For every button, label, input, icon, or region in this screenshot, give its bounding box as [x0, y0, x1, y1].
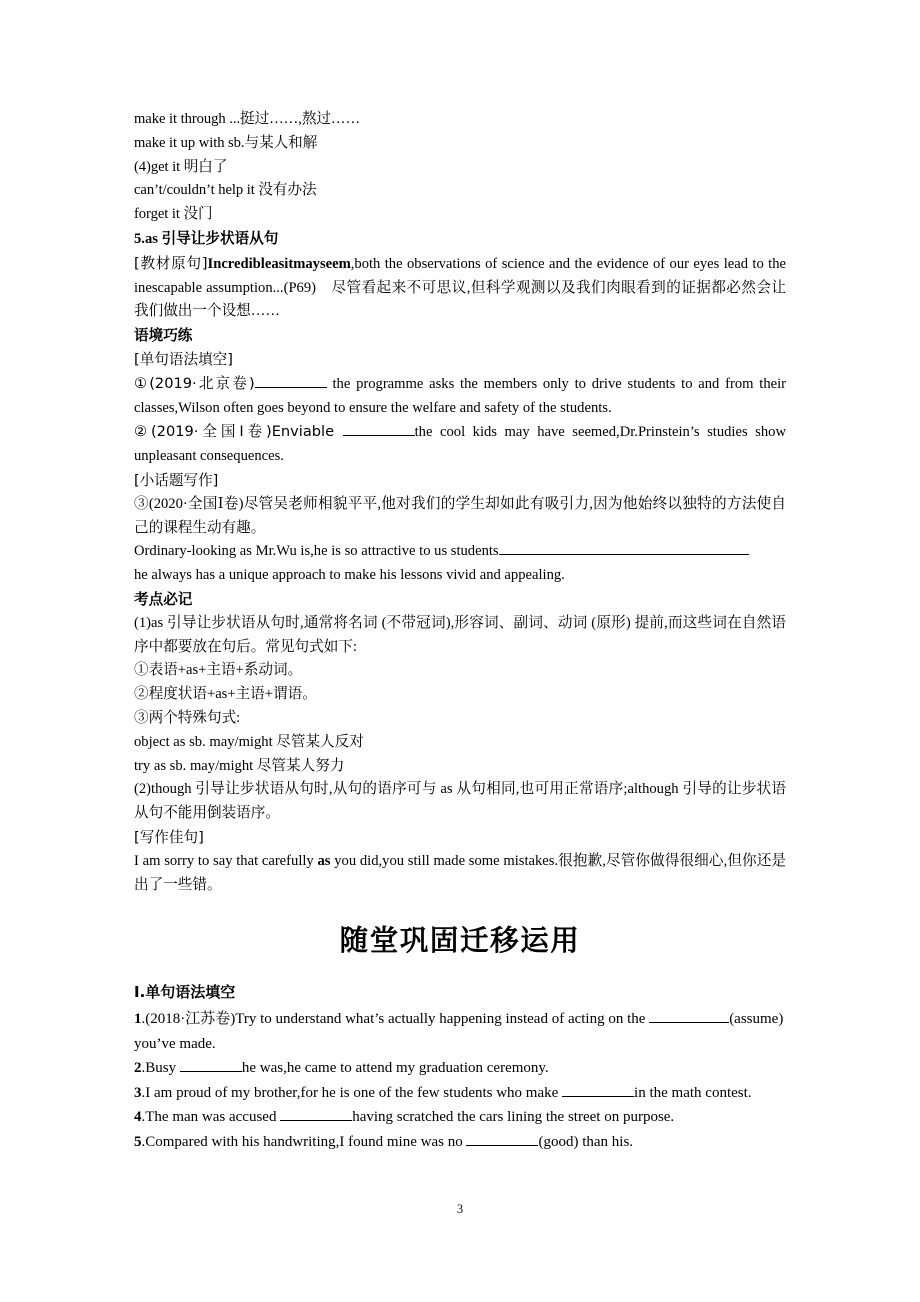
section-5-title-cn: 引导让步状语从句 [161, 229, 279, 247]
exercise-3-post: in the math contest. [634, 1084, 752, 1101]
question-3-blank[interactable] [499, 541, 749, 555]
exercise-5-pre: .Compared with his handwriting,I found mine was no [141, 1133, 467, 1150]
exercise-2-pre: .Busy [141, 1060, 180, 1076]
page-number: 3 [456, 1202, 464, 1216]
exercise-3-pre: .I am proud of my brother,for he is one of the few students who make [141, 1084, 563, 1101]
exercise-2-number: 2 [134, 1060, 142, 1076]
question-1-blank[interactable] [255, 373, 327, 387]
good-sentence-tag: [写作佳句] [134, 828, 204, 846]
question-3-answer-cont: he always has a unique approach to make his lessons vivid and appealing. [134, 567, 565, 584]
exercise-4-blank[interactable] [280, 1106, 352, 1121]
section-5-heading [134, 227, 786, 252]
key-point-2: (2)though 引导让步状语从句时,从句的语序可与 as 从句相同,也可用正常语序;although 引导的让步状语从句不能用倒装语序。 [134, 781, 786, 822]
question-3-prompt: ③(2020·全国Ⅰ卷)尽管吴老师相貌平平,他对我们的学生却如此有吸引力,因为他始终以独特的方法使自己的课程生动有趣。 [134, 495, 786, 536]
textbook-rest: ,both the observations of science and the evidence of our eyes lead to the inescapable assumption...(P69) 尽管看起来不可思议,但科学观测以及我们肉眼看到的证据都必然会让我们做出一个设想…… [134, 255, 787, 320]
exercise-1-number: 1 [134, 1011, 142, 1027]
textbook-tag: [教材原句] [134, 254, 208, 272]
textbook-bold-phrase: Incredibleasitmayseem [207, 255, 351, 272]
exercise-4-pre: .The man was accused [141, 1109, 281, 1125]
vocab-line-1: make it through ...挺过……,熬过…… [134, 111, 361, 127]
exercise-1-blank[interactable] [649, 1008, 729, 1023]
question-1-prefix: ①(2019·北京卷) [134, 374, 255, 392]
exercise-item-1 [134, 1007, 786, 1056]
exercise-4-number: 4 [134, 1109, 142, 1125]
key-point-1a: ①表语+as+主语+系动词。 [134, 662, 303, 679]
exercises-heading: Ⅰ.单句语法填空 [134, 983, 236, 1001]
practice-heading: 语境巧练 [134, 327, 193, 345]
exercise-5-blank[interactable] [466, 1131, 538, 1146]
document-body [134, 108, 786, 897]
good-sentence-keyword: as [317, 852, 331, 869]
good-sentence-text [134, 850, 786, 898]
question-2-prefix: ②(2019·全国Ⅰ卷)Enviable [134, 423, 343, 441]
exercise-item-5 [134, 1130, 786, 1155]
question-1 [134, 372, 786, 421]
exercise-item-3 [134, 1081, 786, 1106]
exercise-5-number: 5 [134, 1133, 142, 1150]
key-point-1d: object as sb. may/might 尽管某人反对 [134, 733, 364, 750]
exercise-3-number: 3 [134, 1084, 142, 1101]
exercise-item-2 [134, 1056, 786, 1081]
vocab-line-3: (4)get it 明白了 [134, 158, 228, 175]
chapter-heading: 随堂巩固迁移运用 [339, 924, 581, 957]
exercise-5-post: (good) than his. [538, 1133, 634, 1150]
key-point-1: (1)as 引导让步状语从句时,通常将名词 (不带冠词),形容词、副词、动词 (原形) 提前,而这些词在自然语序中都要放在句后。常见句式如下: [134, 614, 786, 655]
question-3-answer [134, 540, 786, 564]
exercise-1-pre: .(2018·江苏卷)Try to understand what’s actually happening instead of acting on the [141, 1011, 650, 1027]
vocab-line-5: forget it 没门 [134, 206, 213, 223]
exercise-2-blank[interactable] [180, 1057, 242, 1072]
key-points-heading: 考点必记 [134, 590, 193, 608]
exercise-1-post: (assume) you’ve made. [134, 1011, 784, 1052]
textbook-sentence [134, 252, 786, 324]
exercise-4-post: having scratched the cars lining the street on purpose. [352, 1109, 675, 1125]
question-2-rest: the cool kids may have seemed,Dr.Prinstein’s studies show unpleasant consequences. [134, 424, 786, 465]
exercise-item-4 [134, 1105, 786, 1130]
key-point-1b: ②程度状语+as+主语+谓语。 [134, 686, 317, 703]
exercises-section [134, 980, 786, 1154]
vocab-line-2: make it up with sb.与某人和解 [134, 134, 318, 151]
question-2 [134, 420, 786, 469]
question-1-rest: the programme asks the members only to drive students to and from their classes,Wilson often goes beyond to ensure the welfare and safety of the students. [134, 375, 787, 416]
question-2-blank[interactable] [343, 422, 415, 436]
vocab-line-4: can’t/couldn’t help it 没有办法 [134, 182, 317, 199]
good-sentence-pre: I am sorry to say that carefully [134, 852, 318, 869]
writing-topic-tag: [小话题写作] [134, 471, 219, 489]
key-point-1e: try as sb. may/might 尽管某人努力 [134, 757, 345, 774]
section-5-number: 5.as [134, 230, 162, 247]
exercise-3-blank[interactable] [562, 1082, 634, 1097]
fill-blank-tag: [单句语法填空] [134, 350, 233, 368]
key-point-1c: ③两个特殊句式: [134, 709, 241, 726]
good-sentence-post: you did,you still made some mistakes.很抱歉,尽管你做得很细心,但你还是出了一些错。 [134, 852, 787, 893]
exercise-2-post: he was,he came to attend my graduation ceremony. [241, 1060, 549, 1076]
question-3-answer-prefix: Ordinary-looking as Mr.Wu is,he is so attractive to us students [134, 543, 499, 560]
